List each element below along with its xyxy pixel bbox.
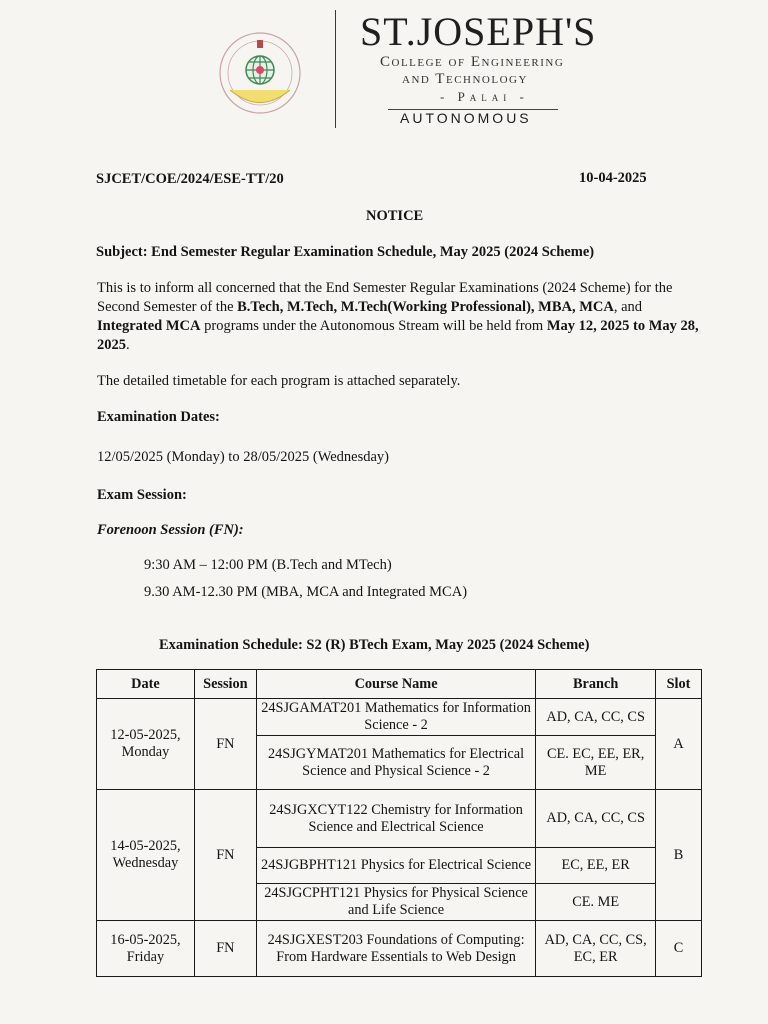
course-cell: 24SJGCPHT121 Physics for Physical Science and Life Science: [256, 884, 535, 921]
notice-heading: NOTICE: [366, 208, 424, 224]
schedule-title: Examination Schedule: S2 (R) BTech Exam, May 2025 (2024 Scheme): [159, 637, 590, 653]
notice-paragraph-2: The detailed timetable for each program is attached separately.: [97, 373, 461, 389]
course-cell: 24SJGYMAT201 Mathematics for Electrical Science and Physical Science - 2: [256, 736, 535, 790]
notice-subject: Subject: End Semester Regular Examination Schedule, May 2025 (2024 Scheme): [96, 244, 595, 260]
slot-cell: C: [656, 921, 702, 977]
autonomous-label: AUTONOMOUS: [400, 110, 532, 126]
para1-programs: B.Tech, M.Tech, M.Tech(Working Professional), MBA, MCA: [237, 299, 614, 315]
college-line-1: College of Engineering: [380, 54, 565, 70]
fn-time-mba: 9.30 AM-12.30 PM (MBA, MCA and Integrated MCA): [144, 584, 468, 600]
column-header-branch: Branch: [536, 670, 656, 699]
para1-text-4: .: [126, 337, 130, 353]
para1-dates: May 12, 2025 to May 28, 2025: [97, 318, 699, 353]
session-cell: FN: [194, 699, 256, 790]
date-cell: 16-05-2025, Friday: [97, 921, 195, 977]
branch-cell: CE. ME: [536, 884, 656, 921]
college-line-3: - Palai -: [440, 89, 529, 104]
slot-cell: B: [656, 790, 702, 921]
column-header-course: Course Name: [256, 670, 535, 699]
exam-dates-value: 12/05/2025 (Monday) to 28/05/2025 (Wednesday): [97, 449, 390, 465]
date-cell: 12-05-2025, Monday: [97, 699, 195, 790]
date-cell: 14-05-2025, Wednesday: [97, 790, 195, 921]
exam-session-label: Exam Session:: [97, 487, 187, 503]
course-cell: 24SJGXCYT122 Chemistry for Information Science and Electrical Science: [256, 790, 535, 848]
course-cell: 24SJGXEST203 Foundations of Computing: From Hardware Essentials to Web Design: [256, 921, 535, 977]
column-header-slot: Slot: [656, 670, 702, 699]
college-seal-icon: [205, 30, 315, 116]
table-row: [97, 699, 702, 736]
exam-dates-label: Examination Dates:: [97, 409, 220, 425]
course-cell: 24SJGAMAT201 Mathematics for Information Science - 2: [256, 699, 535, 736]
para1-text-1: This is to inform all concerned that the End Semester Regular Examinations (2024 Scheme) for the Second Semester of the: [97, 280, 673, 315]
para1-text-3: programs under the Autonomous Stream will be held from: [200, 318, 547, 334]
slot-cell: A: [656, 699, 702, 790]
branch-cell: AD, CA, CC, CS: [536, 699, 656, 736]
para1-text-2: , and: [613, 299, 643, 315]
college-brand: [360, 10, 610, 105]
college-line-2: and Technology: [402, 71, 528, 87]
branch-cell: CE. EC, EE, ER, ME: [536, 736, 656, 790]
table-row: [97, 790, 702, 848]
exam-schedule-table: [96, 669, 702, 977]
header-divider: [335, 10, 336, 128]
notice-date: 10-04-2025: [579, 170, 647, 186]
session-cell: FN: [194, 790, 256, 921]
column-header-date: Date: [97, 670, 195, 699]
college-name: ST.JOSEPH'S: [360, 9, 597, 54]
course-cell: 24SJGBPHT121 Physics for Electrical Science: [256, 848, 535, 884]
fn-time-btech: 9:30 AM – 12:00 PM (B.Tech and MTech): [144, 557, 392, 573]
branch-cell: EC, EE, ER: [536, 848, 656, 884]
forenoon-session-label: Forenoon Session (FN):: [97, 522, 244, 538]
branch-cell: AD, CA, CC, CS: [536, 790, 656, 848]
session-cell: FN: [194, 921, 256, 977]
notice-paragraph-1: [97, 279, 707, 355]
table-header-row: [97, 670, 702, 699]
branch-cell: AD, CA, CC, CS, EC, ER: [536, 921, 656, 977]
para1-integrated-mca: Integrated MCA: [97, 318, 201, 334]
reference-number: SJCET/COE/2024/ESE-TT/20: [96, 171, 284, 187]
table-row: [97, 921, 702, 977]
column-header-session: Session: [194, 670, 256, 699]
